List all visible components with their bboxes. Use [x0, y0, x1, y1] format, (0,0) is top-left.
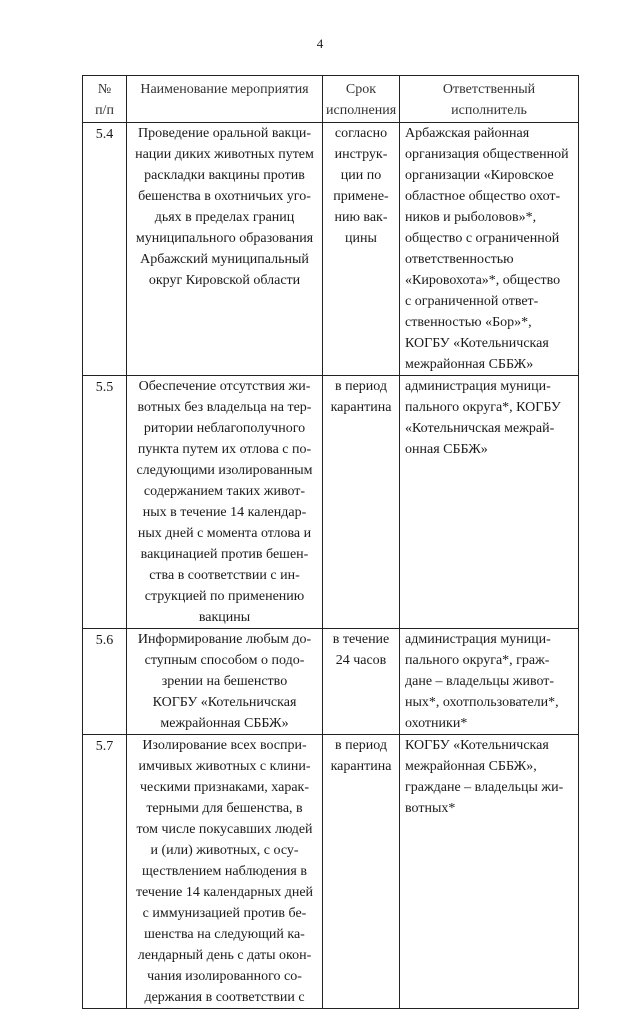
table-row: [83, 376, 579, 629]
cell-text-line: Информирование любым до-: [137, 632, 312, 647]
table-row: [83, 735, 579, 1009]
term-cell: [323, 629, 400, 735]
action-cell: [127, 123, 323, 376]
cell-text-line: КОГБУ «Котельничская: [152, 695, 297, 710]
cell-text-line: течение 14 календарных дней: [135, 885, 314, 900]
cell-text-line: нации диких животных путем: [135, 147, 314, 162]
cell-text-line: Обеспечение отсутствия жи-: [138, 379, 311, 394]
cell-text-line: общество с ограниченной: [405, 231, 560, 246]
cell-text-line: в течение: [332, 632, 390, 647]
cell-text-line: граждане – владельцы жи-: [405, 780, 564, 795]
cell-text-line: ства в соответствии с ин-: [149, 568, 300, 583]
cell-text-line: лендарный день с даты окон-: [137, 948, 312, 963]
header-num: [83, 76, 127, 123]
cell-text-line: дьях в пределах границ: [154, 210, 295, 225]
cell-text-line: Срок: [345, 82, 377, 97]
cell-text-line: исполнения: [326, 103, 397, 118]
responsible-cell: [400, 735, 579, 1009]
cell-text-line: струкцией по применению: [144, 589, 305, 604]
responsible-cell: [400, 629, 579, 735]
cell-text-line: п/п: [95, 103, 114, 118]
action-cell: [127, 629, 323, 735]
cell-text-line: ции по: [340, 168, 382, 183]
cell-text-line: ческими признаками, харак-: [139, 780, 310, 795]
cell-text-line: ных дней с момента отлова и: [137, 526, 312, 541]
cell-text-line: шенства на следующий ка-: [144, 927, 305, 942]
cell-text-line: ственностью «Бор»*,: [405, 315, 532, 330]
cell-text-line: округ Кировской области: [148, 273, 301, 288]
cell-text-line: чания изолированного со-: [147, 969, 302, 984]
cell-text-line: ных в течение 14 календар-: [142, 505, 307, 520]
cell-text-line: Ответственный: [442, 82, 536, 97]
header-term: [323, 76, 400, 123]
cell-text-line: КОГБУ «Котельничская: [405, 336, 549, 351]
action-cell: [127, 735, 323, 1009]
cell-text-line: следующими изолированным: [136, 463, 313, 478]
table-row: [83, 629, 579, 735]
cell-text-line: Проведение оральной вакци-: [138, 126, 311, 141]
cell-text-line: имчивых животных с клини-: [138, 759, 311, 774]
cell-text-line: дане – владельцы живот-: [405, 674, 555, 689]
cell-text-line: ников и рыболовов»*,: [405, 210, 537, 225]
cell-text-line: межрайонная СББЖ»,: [405, 759, 537, 774]
cell-text-line: нию вак-: [334, 210, 388, 225]
cell-text-line: инструк-: [334, 147, 388, 162]
cell-text-line: Наименование мероприятия: [140, 82, 309, 97]
cell-text-line: содержанием таких живот-: [143, 484, 306, 499]
header-name: [127, 76, 323, 123]
cell-text-line: цины: [345, 231, 377, 246]
cell-text-line: в период: [334, 379, 388, 394]
cell-text-line: охотники*: [405, 716, 468, 731]
cell-text-line: карантина: [330, 759, 392, 774]
cell-text-line: держания в соответствии с: [144, 990, 305, 1005]
cell-text-line: администрация муници-: [405, 379, 551, 394]
page-number: 4: [316, 36, 324, 51]
cell-text-line: организация общественной: [405, 147, 569, 162]
cell-text-line: вотных без владельца на тер-: [137, 400, 312, 415]
cell-text-line: раскладки вакцины против: [144, 168, 305, 183]
cell-text-line: Изолирование всех воспри-: [142, 738, 307, 753]
cell-text-line: пального округа*, граж-: [405, 653, 550, 668]
cell-text-line: Арбажская районная: [405, 126, 530, 141]
cell-text-line: вакцинацией против бешен-: [140, 547, 309, 562]
cell-text-line: «Котельничская межрай-: [405, 421, 555, 436]
cell-text-line: онная СББЖ»: [405, 442, 488, 457]
table-row: [83, 123, 579, 376]
row-number: 5.6: [83, 629, 127, 735]
cell-text-line: ритории неблагополучного: [143, 421, 306, 436]
cell-text-line: бешенства в охотничьих уго-: [138, 189, 311, 204]
term-cell: [323, 376, 400, 629]
cell-text-line: организации «Кировское: [405, 168, 554, 183]
cell-text-line: с иммунизацией против бе-: [142, 906, 307, 921]
cell-text-line: 24 часов: [335, 653, 387, 668]
measures-table: [82, 75, 579, 1009]
cell-text-line: зрении на бешенство: [161, 674, 288, 689]
cell-text-line: межрайонная СББЖ»: [160, 716, 289, 731]
cell-text-line: областное общество охот-: [405, 189, 561, 204]
row-number: 5.4: [83, 123, 127, 376]
row-number: 5.5: [83, 376, 127, 629]
cell-text-line: ществлением наблюдения в: [142, 864, 307, 879]
cell-text-line: вакцины: [198, 610, 251, 625]
header-responsible: [400, 76, 579, 123]
responsible-cell: [400, 123, 579, 376]
cell-text-line: Арбажский муниципальный: [140, 252, 309, 267]
cell-text-line: ступным способом о подо-: [144, 653, 305, 668]
row-number: 5.7: [83, 735, 127, 1009]
action-cell: [127, 376, 323, 629]
cell-text-line: ответственностью: [405, 252, 514, 267]
cell-text-line: муниципального образования: [135, 231, 314, 246]
cell-text-line: КОГБУ «Котельничская: [405, 738, 549, 753]
term-cell: [323, 123, 400, 376]
cell-text-line: и (или) животных, с осу-: [150, 843, 299, 858]
cell-text-line: «Кировохота»*, общество: [405, 273, 561, 288]
cell-text-line: согласно: [334, 126, 388, 141]
cell-text-line: карантина: [330, 400, 392, 415]
cell-text-line: №: [97, 82, 112, 97]
cell-text-line: с ограниченной ответ-: [405, 294, 539, 309]
cell-text-line: пального округа*, КОГБУ: [405, 400, 561, 415]
cell-text-line: пункта путем их отлова с по-: [137, 442, 312, 457]
table-header-row: [83, 76, 579, 123]
responsible-cell: [400, 376, 579, 629]
cell-text-line: примене-: [333, 189, 389, 204]
cell-text-line: межрайонная СББЖ»: [405, 357, 534, 372]
cell-text-line: администрация муници-: [405, 632, 551, 647]
cell-text-line: исполнитель: [451, 103, 527, 118]
cell-text-line: в период: [334, 738, 388, 753]
cell-text-line: терными для бешенства, в: [146, 801, 303, 816]
cell-text-line: вотных*: [405, 801, 456, 816]
cell-text-line: ных*, охотпользователи*,: [405, 695, 559, 710]
term-cell: [323, 735, 400, 1009]
cell-text-line: том числе покусавших людей: [136, 822, 313, 837]
